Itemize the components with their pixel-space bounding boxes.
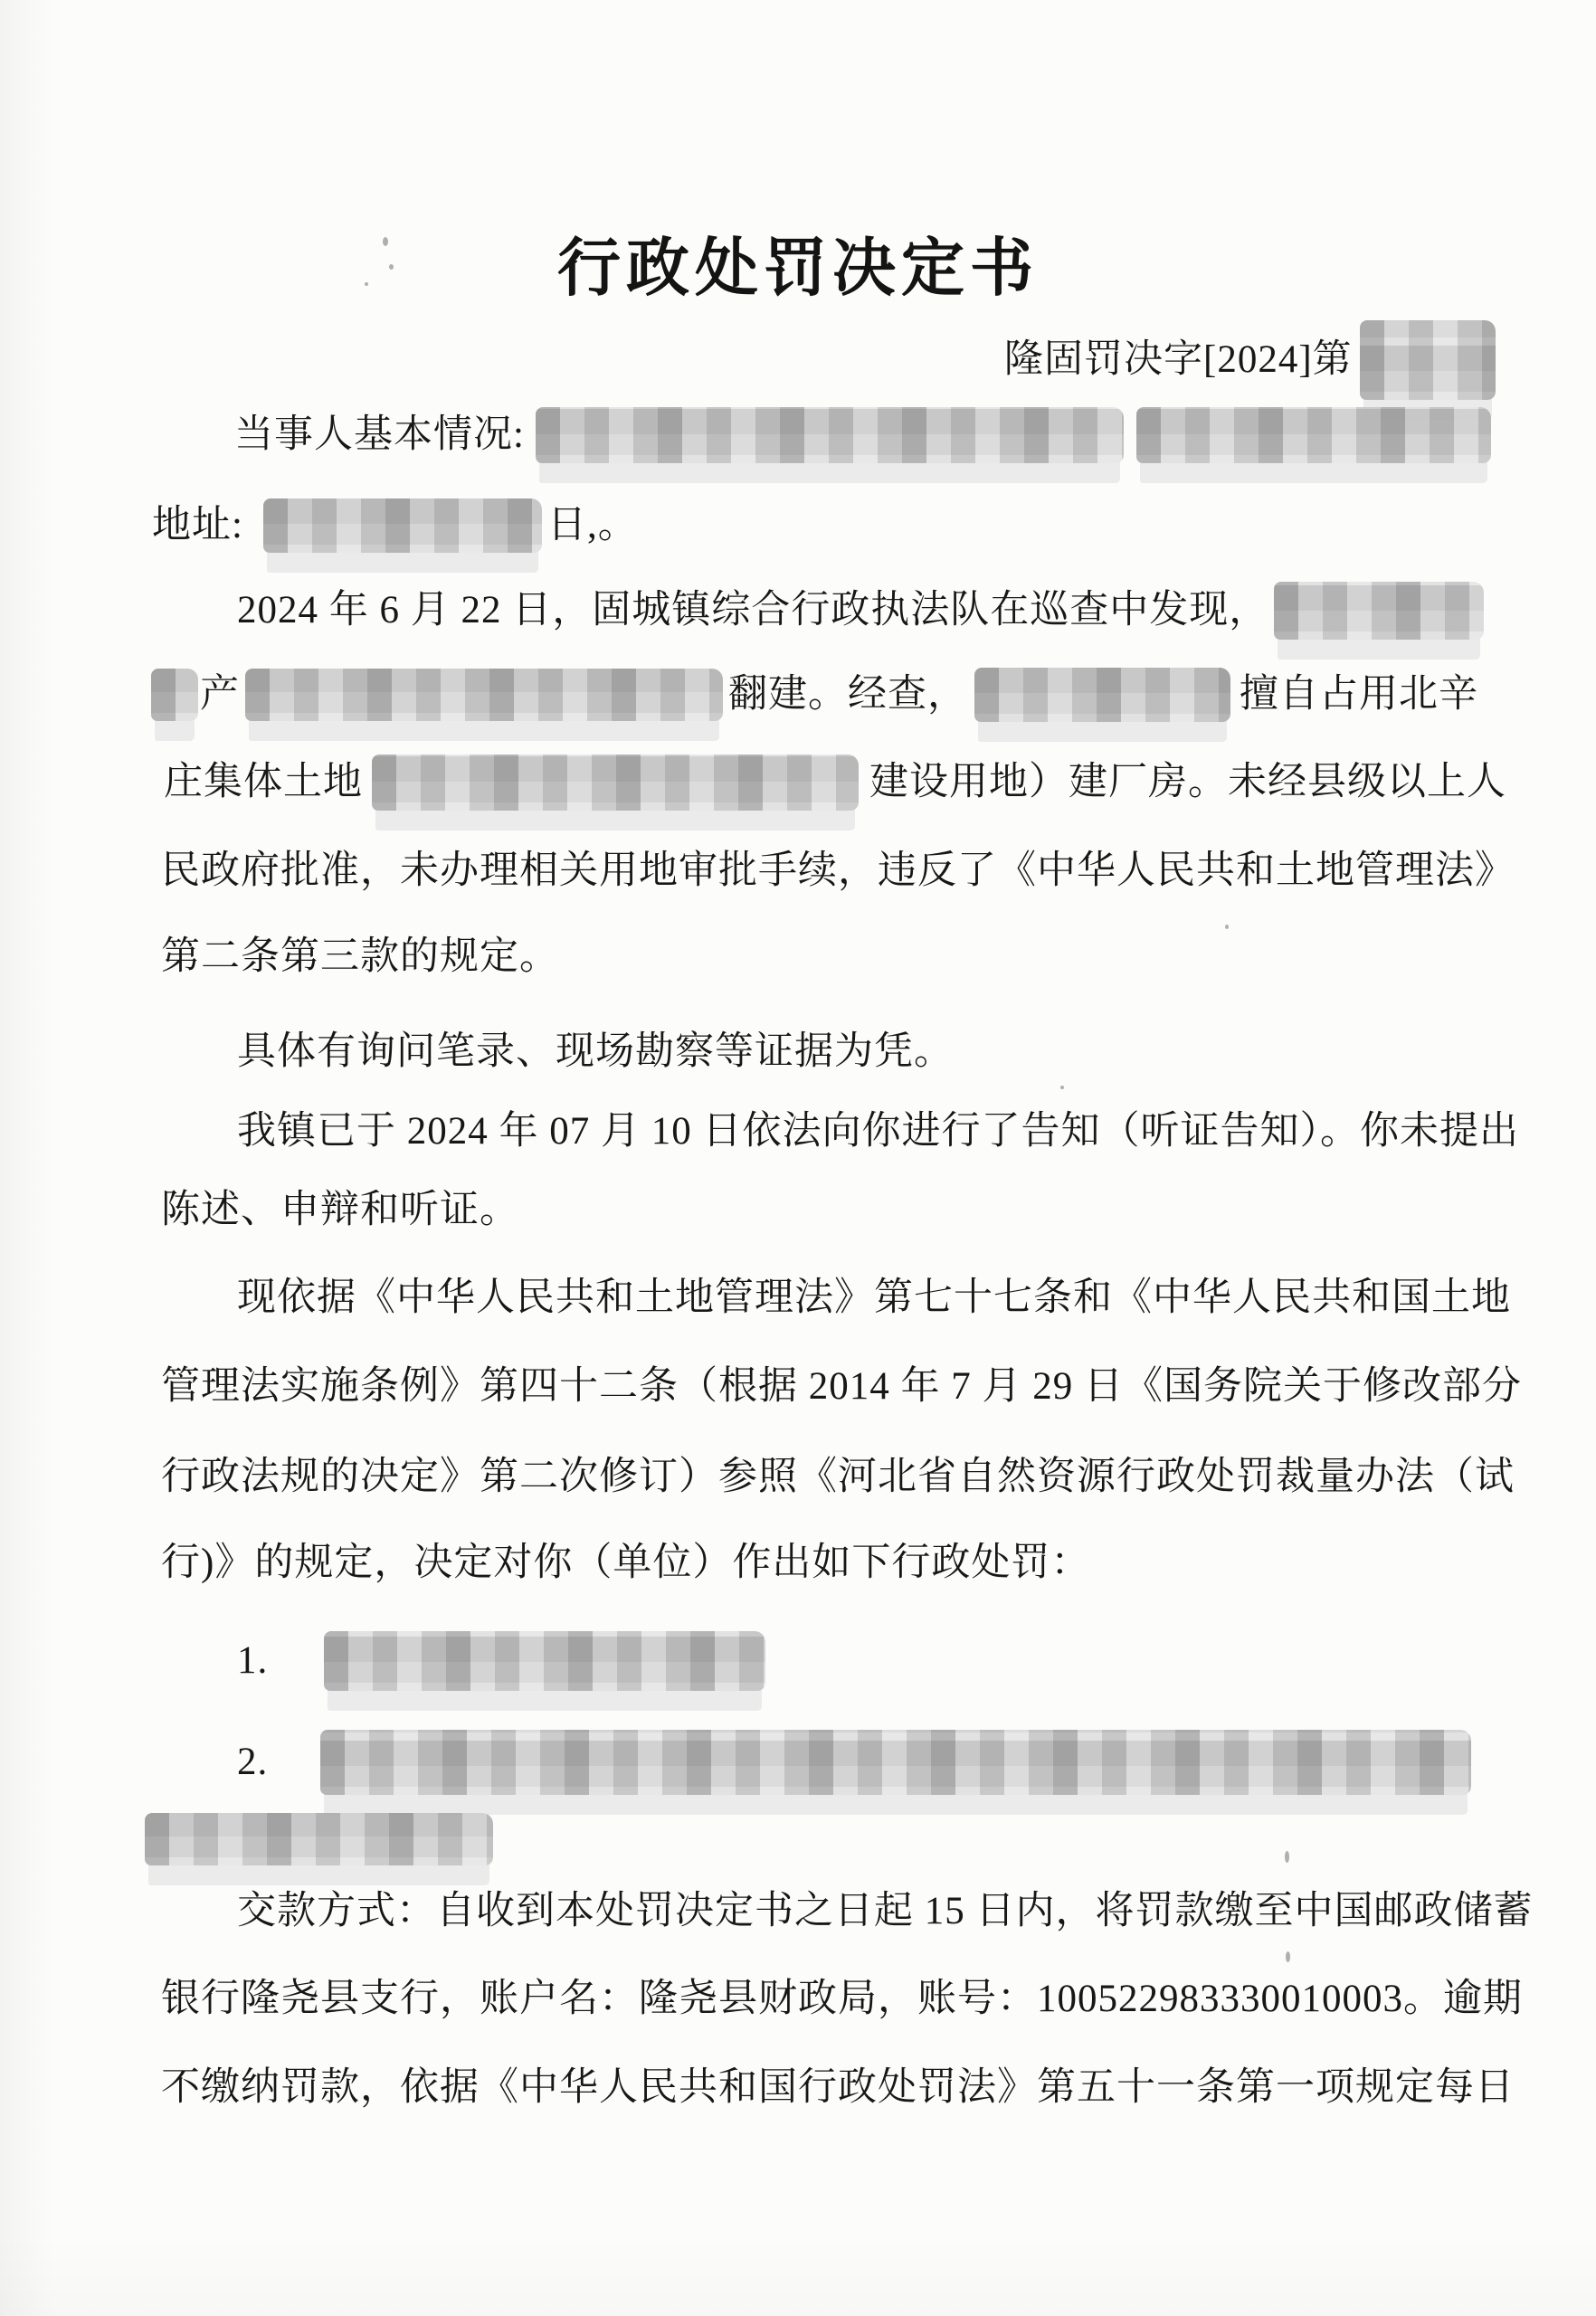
line-text: 我镇已于 2024 年 07 月 10 日依法向你进行了告知（听证告知）。你未提出 — [237, 1110, 1519, 1153]
line-address — [152, 482, 638, 564]
redaction-block — [245, 669, 723, 721]
redaction-block — [1274, 582, 1484, 640]
redaction-block — [145, 1813, 493, 1865]
line-text: 具体有询问笔录、现场勘察等证据为凭。 — [237, 1030, 954, 1074]
line-text: 行)》的规定，决定对你（单位）作出如下行政处罚： — [161, 1542, 1091, 1585]
line-body-discovery — [237, 567, 1484, 649]
line-party-info — [234, 392, 1491, 473]
redaction-block — [536, 407, 1124, 463]
line-text: 地址: — [152, 504, 243, 547]
line-text: 现依据《中华人民共和土地管理法》第七十七条和《中华人民共和国土地 — [237, 1277, 1511, 1320]
line-body-investigation — [151, 651, 1478, 733]
redaction-block — [320, 1730, 1471, 1795]
redaction-block — [263, 498, 542, 553]
line-body-clause — [161, 914, 559, 995]
line-payment-account — [161, 1956, 1523, 2037]
redaction-block — [324, 1631, 765, 1691]
line-text: 日,。 — [546, 504, 638, 547]
line-text: 庄集体土地 — [164, 761, 363, 804]
line-text: 建设用地）建厂房。未经县级以上人 — [869, 761, 1506, 804]
line-body-violation — [161, 828, 1515, 909]
scan-speck — [1060, 1086, 1064, 1089]
line-text: 管理法实施条例》第四十二条（根据 2014 年 7 月 29 日《国务院关于修改部分 — [161, 1365, 1522, 1409]
line-body-evidence — [237, 1009, 954, 1090]
line-body-basis-3 — [161, 1434, 1515, 1515]
redaction-block — [372, 755, 859, 811]
document-title: 行政处罚决定书 — [557, 234, 1039, 304]
line-body-notice — [237, 1088, 1519, 1170]
line-text: 1. — [237, 1639, 269, 1683]
line-penalty-item-1 — [237, 1618, 765, 1699]
redaction-block — [1360, 320, 1496, 400]
redaction-block — [974, 668, 1230, 722]
line-body-basis-2 — [161, 1343, 1522, 1425]
line-text: 擅自占用北辛 — [1240, 673, 1478, 717]
line-text: 民政府批准，未办理相关用地审批手续，违反了《中华人民共和土地管理法》 — [161, 850, 1515, 893]
line-doc-number — [1004, 317, 1496, 398]
redaction-block — [1136, 407, 1491, 463]
scan-speck — [1285, 1851, 1289, 1863]
line-body-land — [164, 739, 1506, 821]
line-text: 行政法规的决定》第二次修订）参照《河北省自然资源行政处罚裁量办法（试 — [161, 1456, 1515, 1499]
line-text: 银行隆尧县支行，账户名：隆尧县财政局，账号：100522983330010003。逾期 — [161, 1978, 1523, 2021]
line-body-basis — [237, 1255, 1511, 1336]
line-body-notice-2 — [161, 1167, 519, 1248]
line-text: 第二条第三款的规定。 — [161, 935, 559, 979]
line-payment-method — [237, 1868, 1534, 1950]
scan-speck — [365, 282, 368, 286]
line-text: 2024 年 6 月 22 日，固城镇综合行政执法队在巡查中发现， — [237, 589, 1269, 632]
line-payment-overdue — [161, 2045, 1515, 2126]
redaction-block — [151, 669, 198, 721]
line-text: 当事人基本情况: — [234, 413, 525, 457]
scan-speck — [1225, 925, 1229, 929]
line-text: 交款方式：自收到本处罚决定书之日起 15 日内，将罚款缴至中国邮政储蓄 — [237, 1890, 1534, 1933]
scan-speck — [383, 237, 388, 246]
line-penalty-item-2 — [237, 1719, 1471, 1800]
line-body-basis-4 — [161, 1520, 1090, 1601]
scan-speck — [389, 264, 394, 270]
line-text: 陈述、申辩和听证。 — [161, 1189, 519, 1232]
line-penalty-item-2-cont — [145, 1796, 493, 1877]
line-text: 不缴纳罚款，依据《中华人民共和国行政处罚法》第五十一条第一项规定每日 — [161, 2066, 1515, 2110]
line-text: 翻建。经查， — [728, 673, 967, 717]
scan-speck — [1286, 1951, 1290, 1962]
line-text: 隆固罚决字[2024]第 — [1004, 338, 1353, 382]
line-text: 产 — [200, 673, 240, 717]
line-text: 2. — [237, 1741, 269, 1784]
